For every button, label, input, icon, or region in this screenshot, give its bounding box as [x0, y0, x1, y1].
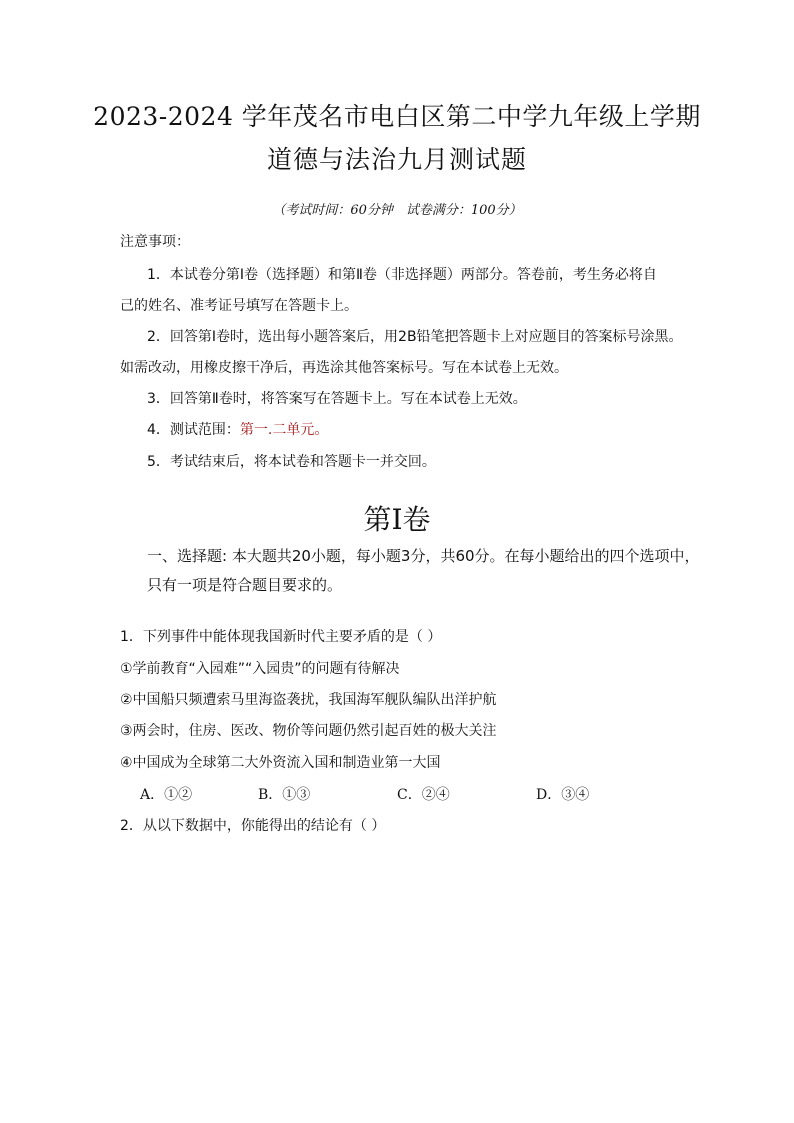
notice-item-2-line2: 如需改动，用橡皮擦干净后，再选涂其他答案标号。写在本试卷上无效。 [120, 360, 568, 376]
notice-item-5: 5．考试结束后，将本试卷和答题卡一并交回。 [147, 454, 436, 470]
notice-item-1-line1: 1．本试卷分第Ⅰ卷（选择题）和第Ⅱ卷（非选择题）两部分。答卷前，考生务必将自 [147, 267, 657, 283]
notice-item-3: 3．回答第Ⅱ卷时，将答案写在答题卡上。写在本试卷上无效。 [147, 391, 527, 407]
notice-item-4 [147, 420, 328, 440]
question-1-option-c: C．②④ [397, 787, 450, 803]
notice-item-1-line2: 己的姓名、准考证号填写在答题卡上。 [120, 298, 358, 314]
question-2-stem: 2．从以下数据中，你能得出的结论有（ ） [120, 818, 386, 834]
exam-time-score-info: （考试时间：60分钟 试卷满分：100分） [272, 203, 522, 218]
question-1-statement-4: ④中国成为全球第二大外资流入国和制造业第一大国 [120, 755, 441, 771]
exam-title-line2: 道德与法治九月测试题 [266, 145, 527, 174]
section-title-part-1: 第Ⅰ卷 [363, 503, 431, 536]
test-range-highlight: 第一.二单元。 [239, 422, 329, 438]
question-1-option-b: B．①③ [258, 787, 311, 803]
exam-title-line1: 2023-2024 学年茂名市电白区第二中学九年级上学期 [93, 102, 701, 131]
question-1-stem: 1．下列事件中能体现我国新时代主要矛盾的是（ ） [120, 629, 442, 645]
question-1-statement-1: ①学前教育“入园难”“入园贵”的问题有待解决 [120, 661, 400, 677]
notice-heading: 注意事项： [120, 234, 190, 250]
section-intro-line1: 一、选择题: 本大题共20小题，每小题3分，共60分。在每小题给出的四个选项中， [147, 547, 700, 565]
section-intro-line2: 只有一项是符合题目要求的。 [147, 576, 343, 594]
question-1-statement-3: ③两会时，住房、医改、物价等问题仍然引起百姓的极大关注 [120, 723, 497, 739]
question-1-statement-2: ②中国船只频遭索马里海盗袭扰，我国海军舰队编队出洋护航 [120, 692, 497, 708]
notice-item-4-prefix: 4．测试范围： [147, 422, 240, 438]
question-1-option-a: A．①② [140, 787, 193, 803]
notice-item-2-line1: 2．回答第Ⅰ卷时，选出每小题答案后，用2B铅笔把答题卡上对应题目的答案标号涂黑。 [147, 329, 683, 345]
question-1-option-d: D．③④ [536, 787, 590, 803]
